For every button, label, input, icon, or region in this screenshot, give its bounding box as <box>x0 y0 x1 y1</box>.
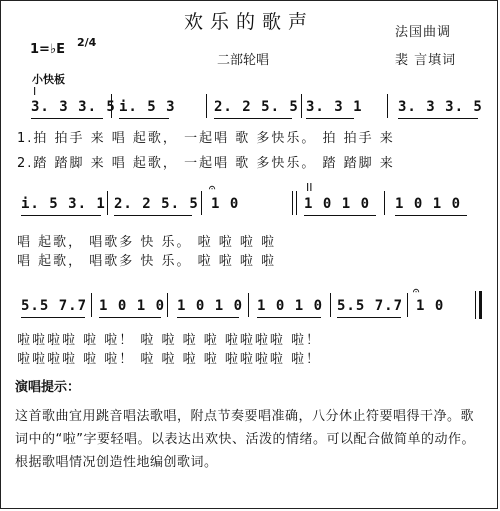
measure: 1 0 1 0 <box>304 196 371 212</box>
beam <box>398 118 478 119</box>
lyric-line: 1.拍 拍手 来 唱 起歌， 一起唱 歌 多快乐。 拍 拍手 来 <box>17 131 395 146</box>
lyricist-credit: 裴 言填词 <box>395 53 457 68</box>
measure: 2. 2 5. 5 <box>114 196 199 212</box>
barline <box>296 191 297 215</box>
barline <box>248 293 249 317</box>
measure: 3. 3 3. 5 <box>398 99 483 115</box>
performance-notes <box>15 376 485 474</box>
measure: 1 0 <box>416 298 445 314</box>
measure: 1 0 1 0 <box>99 298 166 314</box>
barline <box>384 191 385 215</box>
beam <box>304 215 376 216</box>
barline <box>201 191 202 215</box>
beam <box>21 215 101 216</box>
beam <box>177 317 239 318</box>
lyric-line: 啦啦啦啦 啦 啦！ 啦 啦 啦 啦 啦啦啦啦 啦！ <box>17 352 322 367</box>
beam <box>119 118 169 119</box>
composer-credit: 法国曲调 <box>395 25 452 40</box>
notes-heading: 演唱提示： <box>15 380 81 395</box>
measure: 5.5 7.7 <box>21 298 88 314</box>
tempo-marking: 小快板 <box>32 73 65 86</box>
measure: 3. 3 3. 5 <box>31 99 116 115</box>
beam <box>306 118 354 119</box>
measure: i. 5 3 <box>119 99 176 115</box>
performance-subtitle: 二部轮唱 <box>217 53 270 68</box>
beam <box>337 317 401 318</box>
beam <box>31 118 103 119</box>
fermata-icon: 𝄐 <box>209 181 216 194</box>
beam <box>395 215 467 216</box>
lyric-line: 唱 起歌， 唱歌多 快 乐。 啦 啦 啦 啦 <box>17 235 277 250</box>
beam <box>214 118 292 119</box>
barline <box>407 293 408 317</box>
barline <box>167 293 168 317</box>
barline <box>387 94 388 118</box>
final-barline-thick <box>479 291 482 319</box>
measure: 1 0 <box>211 196 240 212</box>
lyric-line: 啦啦啦啦 啦 啦！ 啦 啦 啦 啦 啦啦啦啦 啦！ <box>17 333 322 348</box>
fermata-icon: 𝄐 <box>413 284 420 297</box>
song-title: 欢乐的歌声 <box>183 11 314 33</box>
beam <box>257 317 321 318</box>
measure: 2. 2 5. 5 <box>214 99 299 115</box>
measure: 3. 3 1 <box>306 99 363 115</box>
barline <box>206 94 207 118</box>
key-signature: 1=♭E <box>30 42 65 57</box>
beam <box>99 317 161 318</box>
measure: i. 5 3. 1 <box>21 196 106 212</box>
barline <box>330 293 331 317</box>
time-signature: 2/4 <box>77 36 97 49</box>
barline <box>292 191 293 215</box>
beam <box>114 215 192 216</box>
barline <box>91 293 92 317</box>
measure: 5.5 7.7 <box>337 298 404 314</box>
notes-body: 这首歌曲宜用跳音唱法歌唱，附点节奏要唱准确，八分休止符要唱得干净。歌词中的“啦”字要轻唱。以表达出欢快、活泼的情绪。可以配合做简单的动作。根据歌唱情况创造性地编创歌词。 <box>15 409 475 470</box>
final-barline <box>475 291 476 319</box>
measure: 1 0 1 0 <box>257 298 324 314</box>
barline <box>301 94 302 118</box>
rehearsal-mark-two: II <box>306 181 313 194</box>
lyric-line: 2.踏 踏脚 来 唱 起歌， 一起唱 歌 多快乐。 踏 踏脚 来 <box>17 156 395 171</box>
barline <box>107 191 108 215</box>
measure: 1 0 1 0 <box>177 298 244 314</box>
lyric-line: 唱 起歌， 唱歌多 快 乐。 啦 啦 啦 啦 <box>17 254 277 269</box>
measure: 1 0 1 0 <box>395 196 462 212</box>
rehearsal-mark-one: I <box>33 85 37 98</box>
beam <box>21 317 85 318</box>
